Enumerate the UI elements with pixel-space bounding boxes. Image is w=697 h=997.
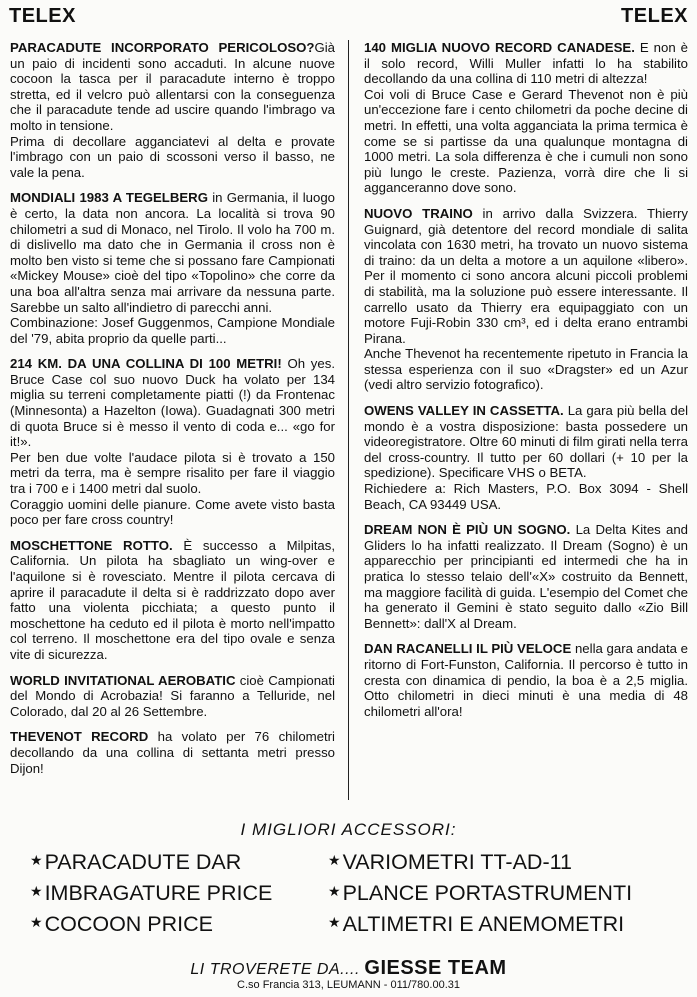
article-text: È successo a Milpitas, California. Un pilota ha sbagliato un wing-over e l'aquilone si è rovesciato. Mentre il pilota cercava di aprire il paracadute il delta si è raddrizzato dopo aver fatto una violenta picchiata; a questo punto il moschettone ha ceduto ed il pilota è morto nell'impatto col terreno. Il moschettone era del tipo ovale e senza vite di sicurezza.	[10, 537, 336, 662]
ad-address: C.so Francia 313, LEUMANN - 011/780.00.31	[237, 979, 460, 991]
article-paragraph	[364, 522, 688, 631]
ad-item-label: ALTIMETRI E ANEMOMETRI	[342, 912, 625, 936]
article-text: Prima di decollare agganciatevi al delta e provate l'imbrago con un paio di scossoni verso il basso, ne vale la pena.	[10, 133, 335, 180]
article-paragraph	[10, 356, 335, 450]
article-title: MOSCHETTONE ROTTO.	[10, 537, 173, 553]
article-paragraph	[364, 641, 688, 719]
ad-items-left	[30, 846, 272, 939]
advertisement	[0, 820, 697, 941]
article	[364, 40, 688, 196]
article-text: La Delta Kites and Gliders lo ha infatti realizzato. Il Dream (Sogno) è un apparecchio per principianti ed intermedi che ha in pratica lo stesso telaio dell'«X» costruito da Bennett, ma maggiore facilità di guida. L'esempio del Comet che ha generato il Gemini è stato seguito dallo «Zio Bill Bennett»: dall'X al Dream.	[364, 522, 688, 631]
article	[10, 190, 335, 346]
article	[10, 729, 335, 776]
ad-item-label: VARIOMETRI TT-AD-11	[342, 850, 572, 874]
ad-item-label: COCOON PRICE	[44, 912, 213, 936]
article-paragraph	[10, 40, 335, 134]
article	[364, 522, 688, 631]
article-text: Combinazione: Josef Guggenmos, Campione Mondiale del '79, abita proprio da quelle parti...	[10, 315, 335, 346]
ad-item	[30, 846, 272, 877]
article-paragraph	[10, 134, 335, 181]
article-title: PARACADUTE INCORPORATO PERICOLOSO?	[10, 40, 315, 55]
ad-tagline-lead: LI TROVERETE DA....	[190, 961, 360, 978]
header-right: TELEX	[621, 5, 688, 27]
header-left: TELEX	[9, 5, 76, 27]
star-icon: ★	[30, 852, 43, 868]
article-paragraph	[10, 450, 335, 497]
article-text: Anche Thevenot ha recentemente ripetuto in Francia la stessa esperienza con il suo «Dragster» ed un Azur (vedi altro servizio fotografico).	[364, 346, 688, 393]
article-paragraph	[10, 315, 335, 346]
article-title: OWENS VALLEY IN CASSETTA.	[364, 403, 564, 419]
ad-item-label: IMBRAGATURE PRICE	[44, 881, 273, 905]
article-paragraph	[10, 497, 335, 528]
article-text: Richiedere a: Rich Masters, P.O. Box 3094 - Shell Beach, CA 93449 USA.	[364, 481, 688, 512]
article-text: in Germania, il luogo è certo, la data non ancora. La località si trova 90 chilometri a sud di Monaco, nel Tirolo. Il volo ha 700 m. di dislivello ma dato che in Germania il cross non è molto ben visto si teme che si possano fare Campionati «Mickey Mouse» cioè del tipo «Topolino» che corre da una boa all'altra senza mai arrivare da nessuna parte. Sarebbe un salto all'indietro di parecchi anni.	[10, 190, 335, 315]
left-column	[10, 40, 335, 786]
article-text: E non è il solo record, Willi Muller infatti lo ha stabilito decollando da una collina di 110 metri di altezza!	[364, 40, 689, 87]
article	[10, 356, 335, 528]
column-divider	[348, 40, 349, 800]
ad-item-label: PLANCE PORTASTRUMENTI	[342, 881, 633, 905]
article-paragraph	[364, 403, 688, 481]
article-text: Coraggio uomini delle pianure. Come avete visto basta poco per fare cross country!	[10, 496, 335, 528]
star-icon: ★	[30, 914, 43, 930]
ad-tagline	[0, 957, 697, 980]
article	[364, 206, 688, 393]
article-title: DAN RACANELLI IL PIÙ VELOCE	[364, 641, 572, 657]
article-title: 214 KM. DA UNA COLLINA DI 100 METRI!	[10, 356, 282, 372]
article-title: MONDIALI 1983 A TEGELBERG	[10, 190, 208, 206]
article	[364, 403, 688, 512]
article-text: Per ben due volte l'audace pilota si è trovato a 150 metri da terra, ma è sempre risalito per fare il viaggio tra i 700 e i 1400 metri dal suolo.	[10, 449, 335, 497]
ad-item	[328, 846, 632, 877]
article-text: nella gara andata e ritorno di Fort-Funston, California. Il percorso è tutto in cresta con dinamica di pendio, la boa è a 2,5 miglia. Otto chilometri in dieci minuti è una media di 48 chilometri all'ora!	[364, 641, 688, 719]
star-icon: ★	[30, 883, 43, 899]
ad-items-right	[328, 846, 632, 939]
article-title: NUOVO TRAINO	[364, 205, 473, 221]
article-text: Già un paio di incidenti sono accaduti. In alcune nuove cocoon la tasca per il paracadute interno è troppo stretta, ed il velcro può allentarsi con la conseguenza che il paracadute tende ad uscire quando l'imbrago va molto in tensione.	[10, 40, 335, 133]
article-title: 140 MIGLIA NUOVO RECORD CANADESE.	[364, 40, 635, 55]
star-icon: ★	[328, 914, 341, 930]
article-title: WORLD INVITATIONAL AEROBATIC	[10, 672, 236, 688]
article-text: in arrivo dalla Svizzera. Thierry Guignard, già detentore del record mondiale di salita vincolata con 1630 metri, ha trovato un nuovo sistema di traino: da un delta a motore a un aquilone «libero». Per il momento ci sono ancora alcuni piccoli problemi di stabilità, ma la soluzione può essere interessante. Il carrello usato da Thierry era equipaggiato con un motore Fuji-Robin 330 cm³, ed i delta erano entrambi Pirana.	[364, 205, 688, 346]
ad-item	[328, 908, 632, 939]
article-paragraph	[10, 538, 335, 663]
article-title: DREAM NON È PIÙ UN SOGNO.	[364, 522, 571, 538]
article	[10, 673, 335, 720]
article	[364, 641, 688, 719]
article-text: ha volato per 76 chilometri decollando da una collina di settanta metri presso Dijon!	[10, 729, 335, 776]
article-paragraph	[364, 87, 688, 196]
article-text: La gara più bella del mondo è a vostra disposizione: basta possedere un videoregistratore. Oltre 60 minuti di film girati nella terra del cross-country. Il tutto per 60 dollari (+ 10 per la spedizione). Specificare VHS o BETA.	[364, 403, 688, 481]
article-paragraph	[364, 206, 688, 346]
article	[10, 538, 335, 663]
star-icon: ★	[328, 883, 341, 899]
article-paragraph	[364, 346, 688, 393]
star-icon: ★	[328, 852, 341, 868]
ad-item	[328, 877, 632, 908]
article	[10, 40, 335, 180]
article-paragraph	[10, 190, 335, 315]
article-paragraph	[364, 481, 688, 512]
ad-item	[30, 908, 272, 939]
ad-title: I MIGLIORI ACCESSORI:	[240, 820, 457, 839]
article-paragraph	[10, 673, 335, 720]
article-paragraph	[10, 729, 335, 776]
ad-items	[0, 846, 697, 941]
article-text: Coi voli di Bruce Case e Gerard Thevenot non è più un'eccezione fare i cento chilometri da poche decine di metri. In effetti, una volta agganciata la prima termica è come se si partisse da una qualunque montagna di 1000 metri. La sola differenza è che i cumuli non sono più lungo le creste. Pazienza, vorrà dire che li si agganceranno dove sono.	[364, 86, 688, 196]
right-column	[364, 40, 688, 729]
article-paragraph	[364, 40, 688, 87]
article-text: Oh yes. Bruce Case col suo nuovo Duck ha volato per 134 miglia su terreni completamente piatti (!) da Frontenac (Minnesonta) a Hazelton (Iowa). Guadagnati 300 metri di quota Bruce si è messo il vento di coda e... «go for it!».	[10, 356, 335, 450]
article-text: cioè Campionati del Mondo di Acrobazia! Si faranno a Telluride, nel Colorado, dal 20 al 26 Settembre.	[10, 672, 335, 719]
ad-item	[30, 877, 272, 908]
ad-brand: GIESSE TEAM	[364, 957, 507, 979]
article-title: THEVENOT RECORD	[10, 729, 149, 745]
ad-item-label: PARACADUTE DAR	[44, 850, 242, 874]
